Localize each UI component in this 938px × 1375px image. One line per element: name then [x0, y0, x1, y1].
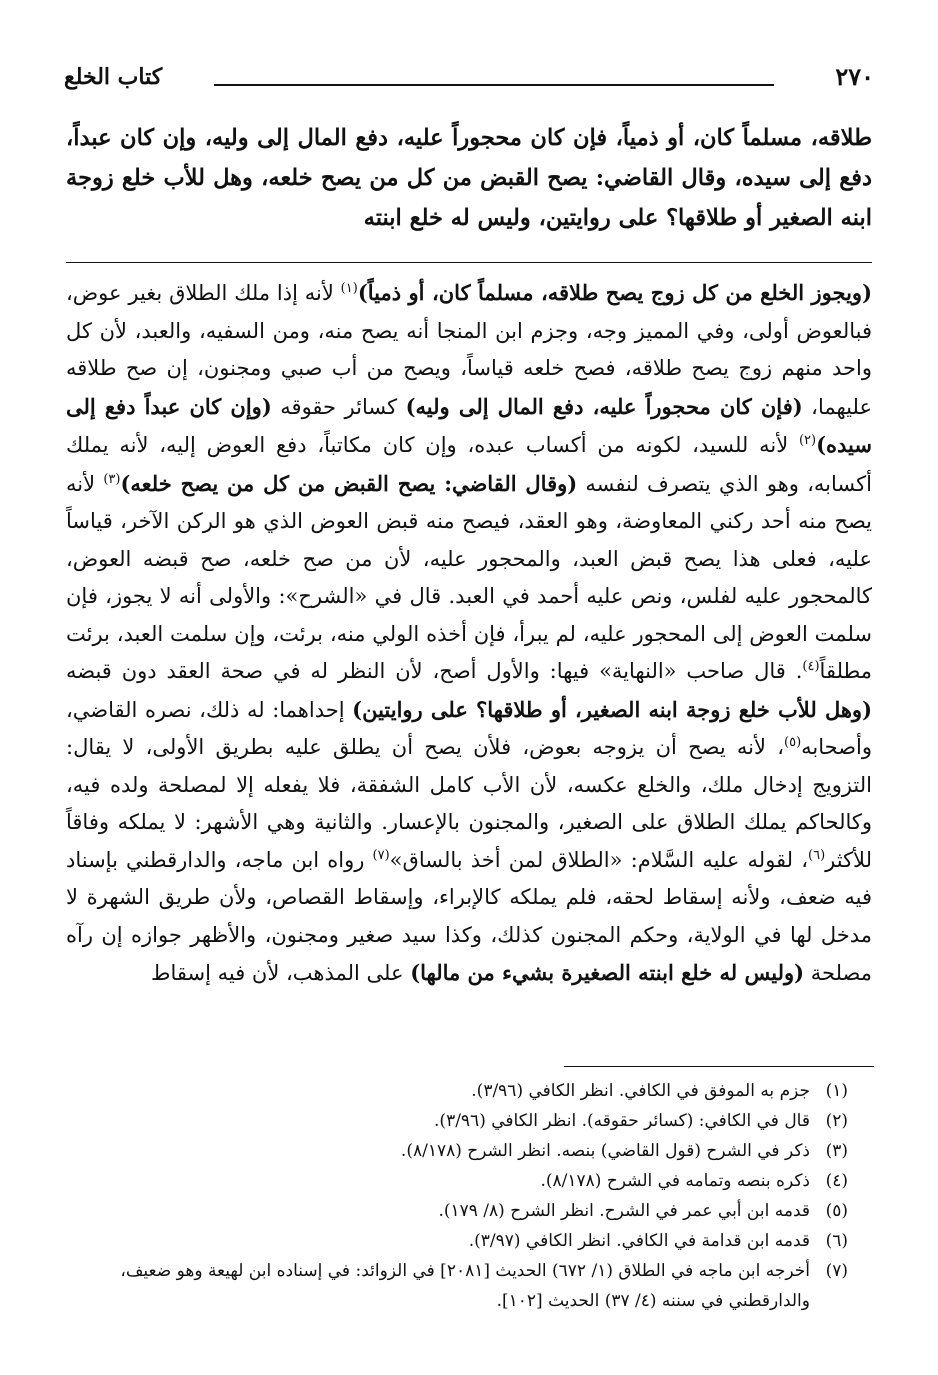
footnote-text: أخرجه ابن ماجه في الطلاق (١/ ٦٧٢) الحديث [٢٠٨١] في الزوائد: في إسناده ابن لهيعة وهو ضعيف، والدارقطني في سننه (٤/ ٣٧) الحديث [١٠٢]. [120, 1261, 810, 1311]
page-number: ٢٧٠ [835, 62, 874, 91]
footnote-text: قدمه ابن أبي عمر في الشرح. انظر الشرح (٨/ ١٧٩). [438, 1201, 810, 1221]
matn-quote: (وإن كان عبداً دفع إلى سيده) [66, 393, 872, 457]
commentary-text: لأنه إذا ملك الطلاق بغير عوض، فبالعوض أولى، وفي المميز وجه، وجزم ابن المنجا أنه يصح منه، ومن السفيه، والعبد، لأن كل واحد منهم زوج يصح طلاقه، فصح خلعه قياساً، ويصح من أب صبي ومجنون، إن صح طلاقه عليهما، [66, 281, 872, 419]
footnote-text: جزم به الموفق في الكافي. انظر الكافي (٣/٩٦). [471, 1081, 810, 1101]
matn-quote: (ويجوز الخلع من كل زوج يصح طلاقه، مسلماً كان، أو ذمياً) [357, 280, 873, 305]
footnote-text: ذكر في الشرح (قول القاضي) بنصه. انظر الشرح (٨/١٧٨). [400, 1141, 810, 1161]
footnote-item [66, 1076, 848, 1106]
commentary-block [66, 274, 872, 993]
footnote-item [66, 1136, 848, 1166]
footnote-number: (٣) [825, 1141, 848, 1161]
matn-paragraph: طلاقه، مسلماً كان، أو ذمياً، فإن كان محجوراً عليه، دفع المال إلى وليه، وإن كان عبداً، دفع إلى سيده، وقال القاضي: يصح القبض من كل من يصح خلعه، وهل للأب خلع زوجة ابنه الصغير أو طلاقها؟ على روايتين، وليس له خلع ابنته [66, 125, 872, 231]
footnote-item [66, 1226, 848, 1256]
footnote-item [66, 1256, 848, 1316]
footnote-item [66, 1166, 848, 1196]
footnote-number: (٦) [825, 1231, 848, 1251]
footnote-divider [564, 1066, 874, 1067]
commentary-text: لأنه للسيد، لكونه من أكساب عبده، وإن كان مكاتباً، دفع العوض إليه، لأنه يملك أكسابه، وهو الذي يتصرف لنفسه [66, 433, 872, 496]
footnote-text: قال في الكافي: (كسائر حقوقه). انظر الكافي (٣/٩٦). [434, 1111, 810, 1131]
page-header [64, 62, 874, 96]
commentary-text: ، لقوله عليه السَّلام: «الطلاق لمن أخذ بالساق» [389, 847, 808, 872]
footnote-number: (٧) [825, 1261, 848, 1281]
footnote-number: (١) [825, 1081, 848, 1101]
footnote-item [66, 1196, 848, 1226]
footnotes-list [66, 1076, 848, 1316]
footnote-number: (٢) [825, 1111, 848, 1131]
commentary-text: رواه ابن ماجه، والدارقطني بإسناد فيه ضعف، ولأنه إسقاط لحقه، فلم يملكه كالإبراء، وإسقاط القصاص، ولأن طريق الشهرة لا مدخل لها في الولاية، وحكم المجنون كذلك، وكذا سيد صغير ومجنون، والأظهر جوازه إن رآه مصلحة [66, 847, 872, 985]
commentary-text: كسائر حقوقه [271, 394, 406, 419]
commentary-paragraph [66, 274, 872, 993]
footnote-ref: (٤) [802, 659, 820, 674]
footnote-ref: (٥) [784, 735, 802, 750]
footnote-text: ذكره بنصه وتمامه في الشرح (٨/١٧٨). [540, 1171, 810, 1191]
commentary-text: على المذهب، لأن فيه إسقاط [151, 961, 411, 985]
footnote-number: (٤) [825, 1171, 848, 1191]
footnote-ref: (٣) [103, 471, 121, 487]
commentary-text: ، لأنه يصح أن يزوجه بعوض، فلأن يصح أن يطلق عليه بطريق الأولى، لا يقال: التزويج إدخال ملك، والخلع عكسه، لأن الأب كامل الشفقة، فلا يفعله إلا لمصلحة ولده فيه، وكالحاكم يملك الطلاق على الصغير، والمجنون بالإعسار. والثانية وهي الأشهر: لا يملكه وفاقاً للأكثر [66, 735, 872, 872]
matn-quote: (وهل للأب خلع زوجة ابنه الصغير، أو طلاقها؟ على روايتين) [352, 696, 872, 722]
commentary-text: لأنه يصح منه أحد ركني المعاوضة، وهو العقد، فيصح منه قبض العوض الذي هو الركن الآخر، قياساً عليه، فعلى هذا يصح قبض العبد، والمحجور عليه، لأن من صح خلعه، صح قبضه العوض، كالمحجور عليه لفلس، ونص عليه أحمد في العبد. قال في «الشرح»: والأولى أنه لا يجوز، فإن سلمت العوض إلى المحجور عليه، لم يبرأ، فإن أخذه الولي منه، برئت، وإن سلمت العبد، برئت مطلقاً [66, 471, 872, 683]
commentary-text: إحداهما: له ذلك، نصره القاضي، وأصحابه [66, 697, 873, 759]
footnote-ref: (٦) [808, 847, 826, 863]
footnote-item [66, 1106, 848, 1136]
matn-divider [66, 262, 872, 263]
footnote-text: قدمه ابن قدامة في الكافي. انظر الكافي (٣/٩٧). [468, 1231, 810, 1251]
matn-quote: (وليس له خلع ابنته الصغيرة بشيء من مالها) [410, 960, 805, 985]
matn-text-block [66, 118, 872, 238]
header-rule [214, 84, 774, 86]
footnote-ref: (٢) [798, 433, 817, 448]
commentary-text: . قال صاحب «النهاية» فيها: والأول أصح، لأن النظر له في صحة العقد دون قبضه [66, 659, 803, 683]
matn-quote: (فإن كان محجوراً عليه، دفع المال إلى وليه) [405, 393, 803, 419]
book-title: كتاب الخلع [64, 64, 163, 90]
footnote-ref: (١) [340, 281, 358, 296]
footnote-ref: (٧) [372, 847, 390, 863]
footnote-number: (٥) [825, 1201, 848, 1221]
matn-quote: (وقال القاضي: يصح القبض من كل من يصح خلعه) [120, 470, 578, 496]
